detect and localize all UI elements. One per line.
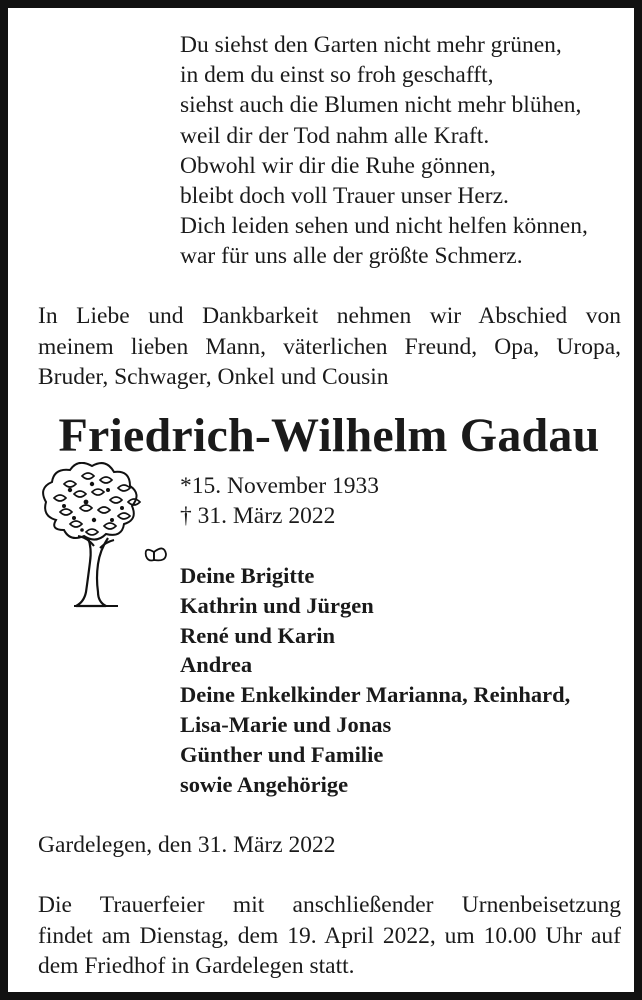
mourners-list bbox=[180, 561, 570, 799]
mourner-line: Andrea bbox=[180, 652, 253, 678]
mourner-line: sowie Angehörige bbox=[180, 771, 349, 797]
poem-line: Du siehst den Garten nicht mehr grünen, bbox=[180, 32, 562, 58]
deceased-name: Friedrich-Wilhelm Gadau bbox=[58, 409, 600, 462]
poem-line: siehst auch die Blumen nicht mehr blühen, bbox=[180, 92, 582, 119]
death-date: † 31. März 2022 bbox=[180, 503, 336, 529]
poem-line: weil dir der Tod nahm alle Kraft. bbox=[180, 122, 490, 149]
poem-line: bleibt doch voll Trauer unser Herz. bbox=[180, 183, 509, 210]
service-line: Die Trauerfeier mit anschließender Urnenbeisetzung bbox=[38, 892, 621, 918]
service-line: findet am Dienstag, dem 19. April 2022, um 10.00 Uhr auf bbox=[38, 922, 621, 949]
farewell-text bbox=[38, 301, 621, 393]
service-line: dem Friedhof in Gardelegen statt. bbox=[38, 953, 355, 980]
farewell-line: meinem lieben Mann, väterlichen Freund, Opa, Uropa, bbox=[38, 333, 621, 360]
tree-with-butterfly-icon bbox=[34, 462, 174, 612]
poem-line: war für uns alle der größte Schmerz. bbox=[180, 243, 523, 270]
poem-line: in dem du einst so froh geschafft, bbox=[180, 62, 494, 89]
mourner-line: Günther und Familie bbox=[180, 741, 384, 767]
place-and-date: Gardelegen, den 31. März 2022 bbox=[38, 832, 336, 858]
poem-line: Dich leiden sehen und nicht helfen können, bbox=[180, 213, 588, 240]
mourner-line: Lisa-Marie und Jonas bbox=[180, 711, 392, 737]
mourner-line: René und Karin bbox=[180, 622, 336, 648]
life-dates bbox=[180, 471, 379, 531]
mourner-line: Deine Brigitte bbox=[180, 563, 315, 588]
farewell-line: In Liebe und Dankbarkeit nehmen wir Abschied von bbox=[38, 303, 621, 329]
mourner-line: Deine Enkelkinder Marianna, Reinhard, bbox=[180, 682, 571, 708]
farewell-line: Bruder, Schwager, Onkel und Cousin bbox=[38, 364, 389, 391]
mourner-line: Kathrin und Jürgen bbox=[180, 592, 374, 618]
birth-date: *15. November 1933 bbox=[180, 473, 380, 499]
funeral-service-notice bbox=[38, 890, 621, 982]
poem bbox=[180, 30, 620, 272]
poem-line: Obwohl wir dir die Ruhe gönnen, bbox=[180, 152, 496, 179]
